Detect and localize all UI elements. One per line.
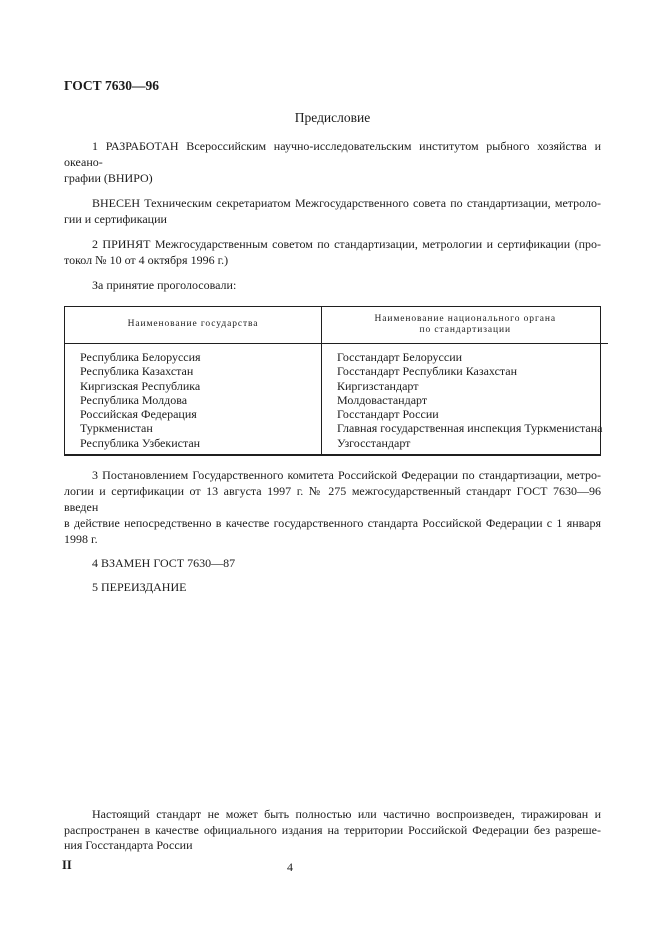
table-cell-authority: Госстандарт России [337,407,439,422]
paragraph [64,467,601,547]
text-line: распространен в качестве официального издания на территории Российской Федерации без разреше- [64,822,601,837]
text-line: гии и сертификации [64,212,167,226]
section-title: Предисловие [294,110,371,125]
footer-roman-page-number: II [62,858,72,872]
table-cell-authority: Молдовастандарт [337,392,428,407]
text-line: ВНЕСЕН Техническим секретариатом Межгосударственного совета по стандартизации, метроло- [92,196,601,210]
table-header-country-label: Наименование государства [127,319,259,330]
post-table-clauses [64,467,601,595]
paragraph [64,138,601,186]
table-header-country [65,307,322,344]
copyright-footnote [64,807,601,854]
text-line: Настоящий стандарт не может быть полностью или частично воспроизведен, тиражирован и [92,807,601,821]
text-line: 2 ПРИНЯТ Межгосударственным советом по стандартизации, метрологии и сертификации (про- [92,237,601,251]
country-column [65,344,322,454]
table-cell-country: Республика Молдова [80,392,188,407]
table-cell-authority: Госстандарт Белоруссии [337,350,463,364]
doc-number: ГОСТ 7630—96 [64,78,160,93]
table-cell-authority: Главная государственная инспекция Туркменистана [337,421,603,436]
text-line: в действие непосредственно в качестве государственного стандарта Российской Федерации с 1 января [64,516,601,531]
table-cell-country: Республика Казахстан [80,364,194,379]
text-line: 5 ПЕРЕИЗДАНИЕ [92,580,187,595]
text-line: 1 РАЗРАБОТАН Всероссийским научно-исследовательским институтом рыбного хозяйства и океано- [64,139,601,169]
paragraph [64,579,601,595]
preface-clauses [64,138,601,293]
text-line: 1998 г. [64,532,98,547]
footer-page-number: 4 [287,860,293,874]
table-header-authority-line1: Наименование национального органа [374,313,556,324]
text-line: токол № 10 от 4 октября 1996 г.) [64,253,229,267]
table-cell-country: Киргизская Республика [80,378,201,393]
text-line: 4 ВЗАМЕН ГОСТ 7630—87 [92,556,236,571]
table-cell-authority: Госстандарт Республики Казахстан [337,364,518,379]
text-line: ния Госстандарта России [64,838,193,852]
table-cell-country: Российская Федерация [80,407,197,422]
authority-column [322,344,608,454]
text-line: За принятие проголосовали: [92,278,237,292]
paragraph [64,555,601,571]
paragraph [64,277,601,293]
page-content [64,78,601,595]
table-cell-country: Республика Узбекистан [80,435,201,450]
table-header-authority-line2: по стандартизации [419,325,511,335]
text-line: логии и сертификации от 13 августа 1997 г. № 275 межгосударственный стандарт ГОСТ 7630—96 введен [64,484,601,515]
table-cell-country: Республика Белоруссия [80,350,201,364]
voting-table [64,306,601,456]
table-cell-authority: Киргизстандарт [337,378,419,393]
paragraph [64,236,601,268]
table-header-authority [322,307,608,344]
paragraph [64,807,601,854]
table-cell-authority: Узгосстандарт [337,435,411,450]
table-cell-country: Туркменистан [80,421,153,436]
paragraph [64,195,601,227]
text-line: 3 Постановлением Государственного комитета Российской Федерации по стандартизации, метро- [92,468,601,483]
text-line: графии (ВНИРО) [64,171,153,185]
